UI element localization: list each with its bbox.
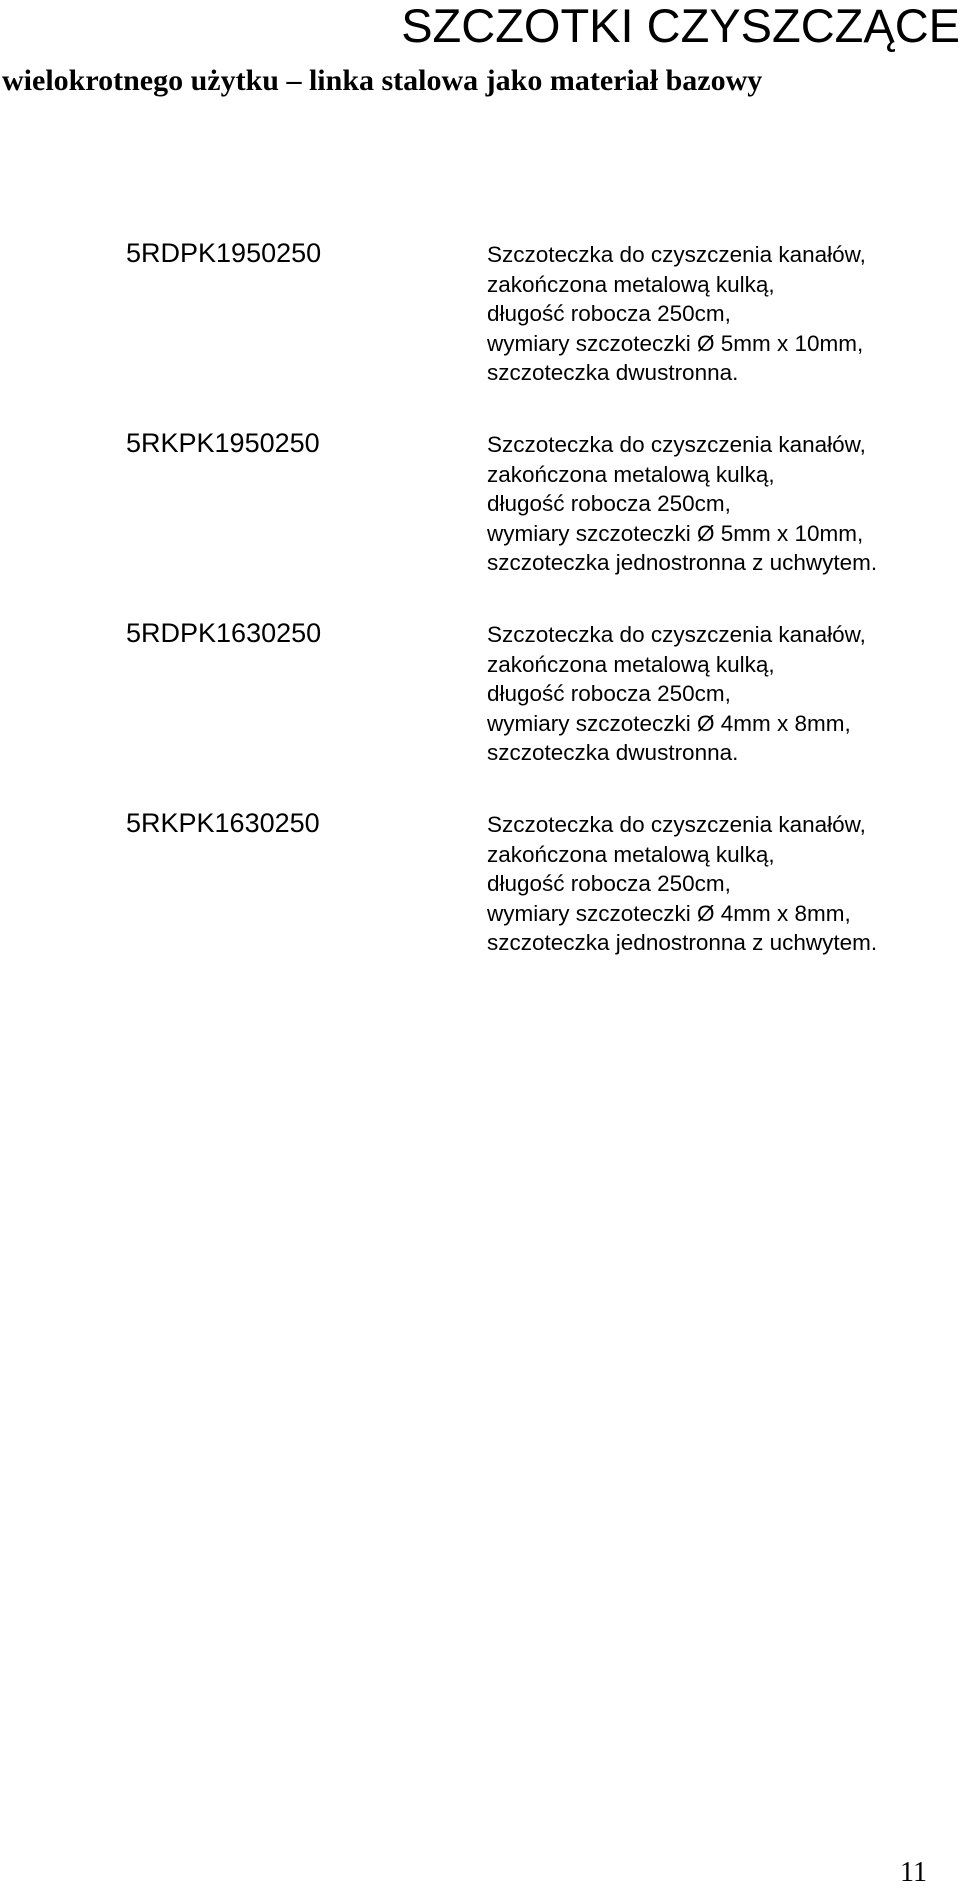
description-line: zakończona metalową kulką, (487, 841, 775, 867)
description-line: Szczoteczka do czyszczenia kanałów, (487, 812, 866, 837)
product-code: 5RKPK1630250 (126, 808, 320, 838)
description-line: zakończona metalową kulką, (487, 651, 775, 677)
description-line: Szczoteczka do czyszczenia kanałów, (487, 622, 866, 647)
description-line: długość robocza 250cm, (487, 491, 731, 516)
product-item (0, 238, 960, 428)
product-item (0, 618, 960, 808)
description-line: szczoteczka dwustronna. (487, 740, 739, 765)
product-description (487, 620, 866, 768)
description-line: wymiary szczoteczki Ø 4mm x 8mm, (487, 710, 851, 736)
description-line: długość robocza 250cm, (487, 301, 731, 326)
description-line: zakończona metalową kulką, (487, 461, 775, 487)
description-line: wymiary szczoteczki Ø 4mm x 8mm, (487, 900, 851, 926)
description-line: wymiary szczoteczki Ø 5mm x 10mm, (487, 330, 864, 356)
product-item (0, 808, 960, 998)
description-line: długość robocza 250cm, (487, 681, 731, 706)
product-description (487, 240, 866, 388)
product-code: 5RDPK1950250 (126, 238, 322, 268)
description-line: szczoteczka jednostronna z uchwytem. (487, 930, 878, 955)
description-line: długość robocza 250cm, (487, 871, 731, 896)
product-item (0, 428, 960, 618)
description-line: zakończona metalową kulką, (487, 271, 775, 297)
description-line: szczoteczka jednostronna z uchwytem. (487, 550, 878, 575)
product-description (487, 430, 877, 578)
page-number: 11 (900, 1857, 927, 1888)
product-code: 5RDPK1630250 (126, 618, 322, 648)
product-description (487, 810, 877, 958)
description-line: wymiary szczoteczki Ø 5mm x 10mm, (487, 520, 864, 546)
description-line: szczoteczka dwustronna. (487, 360, 739, 385)
page-subtitle: wielokrotnego użytku – linka stalowa jako materiał bazowy (2, 64, 763, 97)
description-line: Szczoteczka do czyszczenia kanałów, (487, 432, 866, 457)
description-line: Szczoteczka do czyszczenia kanałów, (487, 242, 866, 267)
page-title: SZCZOTKI CZYSZCZĄCE (401, 0, 960, 52)
product-code: 5RKPK1950250 (126, 428, 320, 458)
product-list (0, 238, 960, 998)
